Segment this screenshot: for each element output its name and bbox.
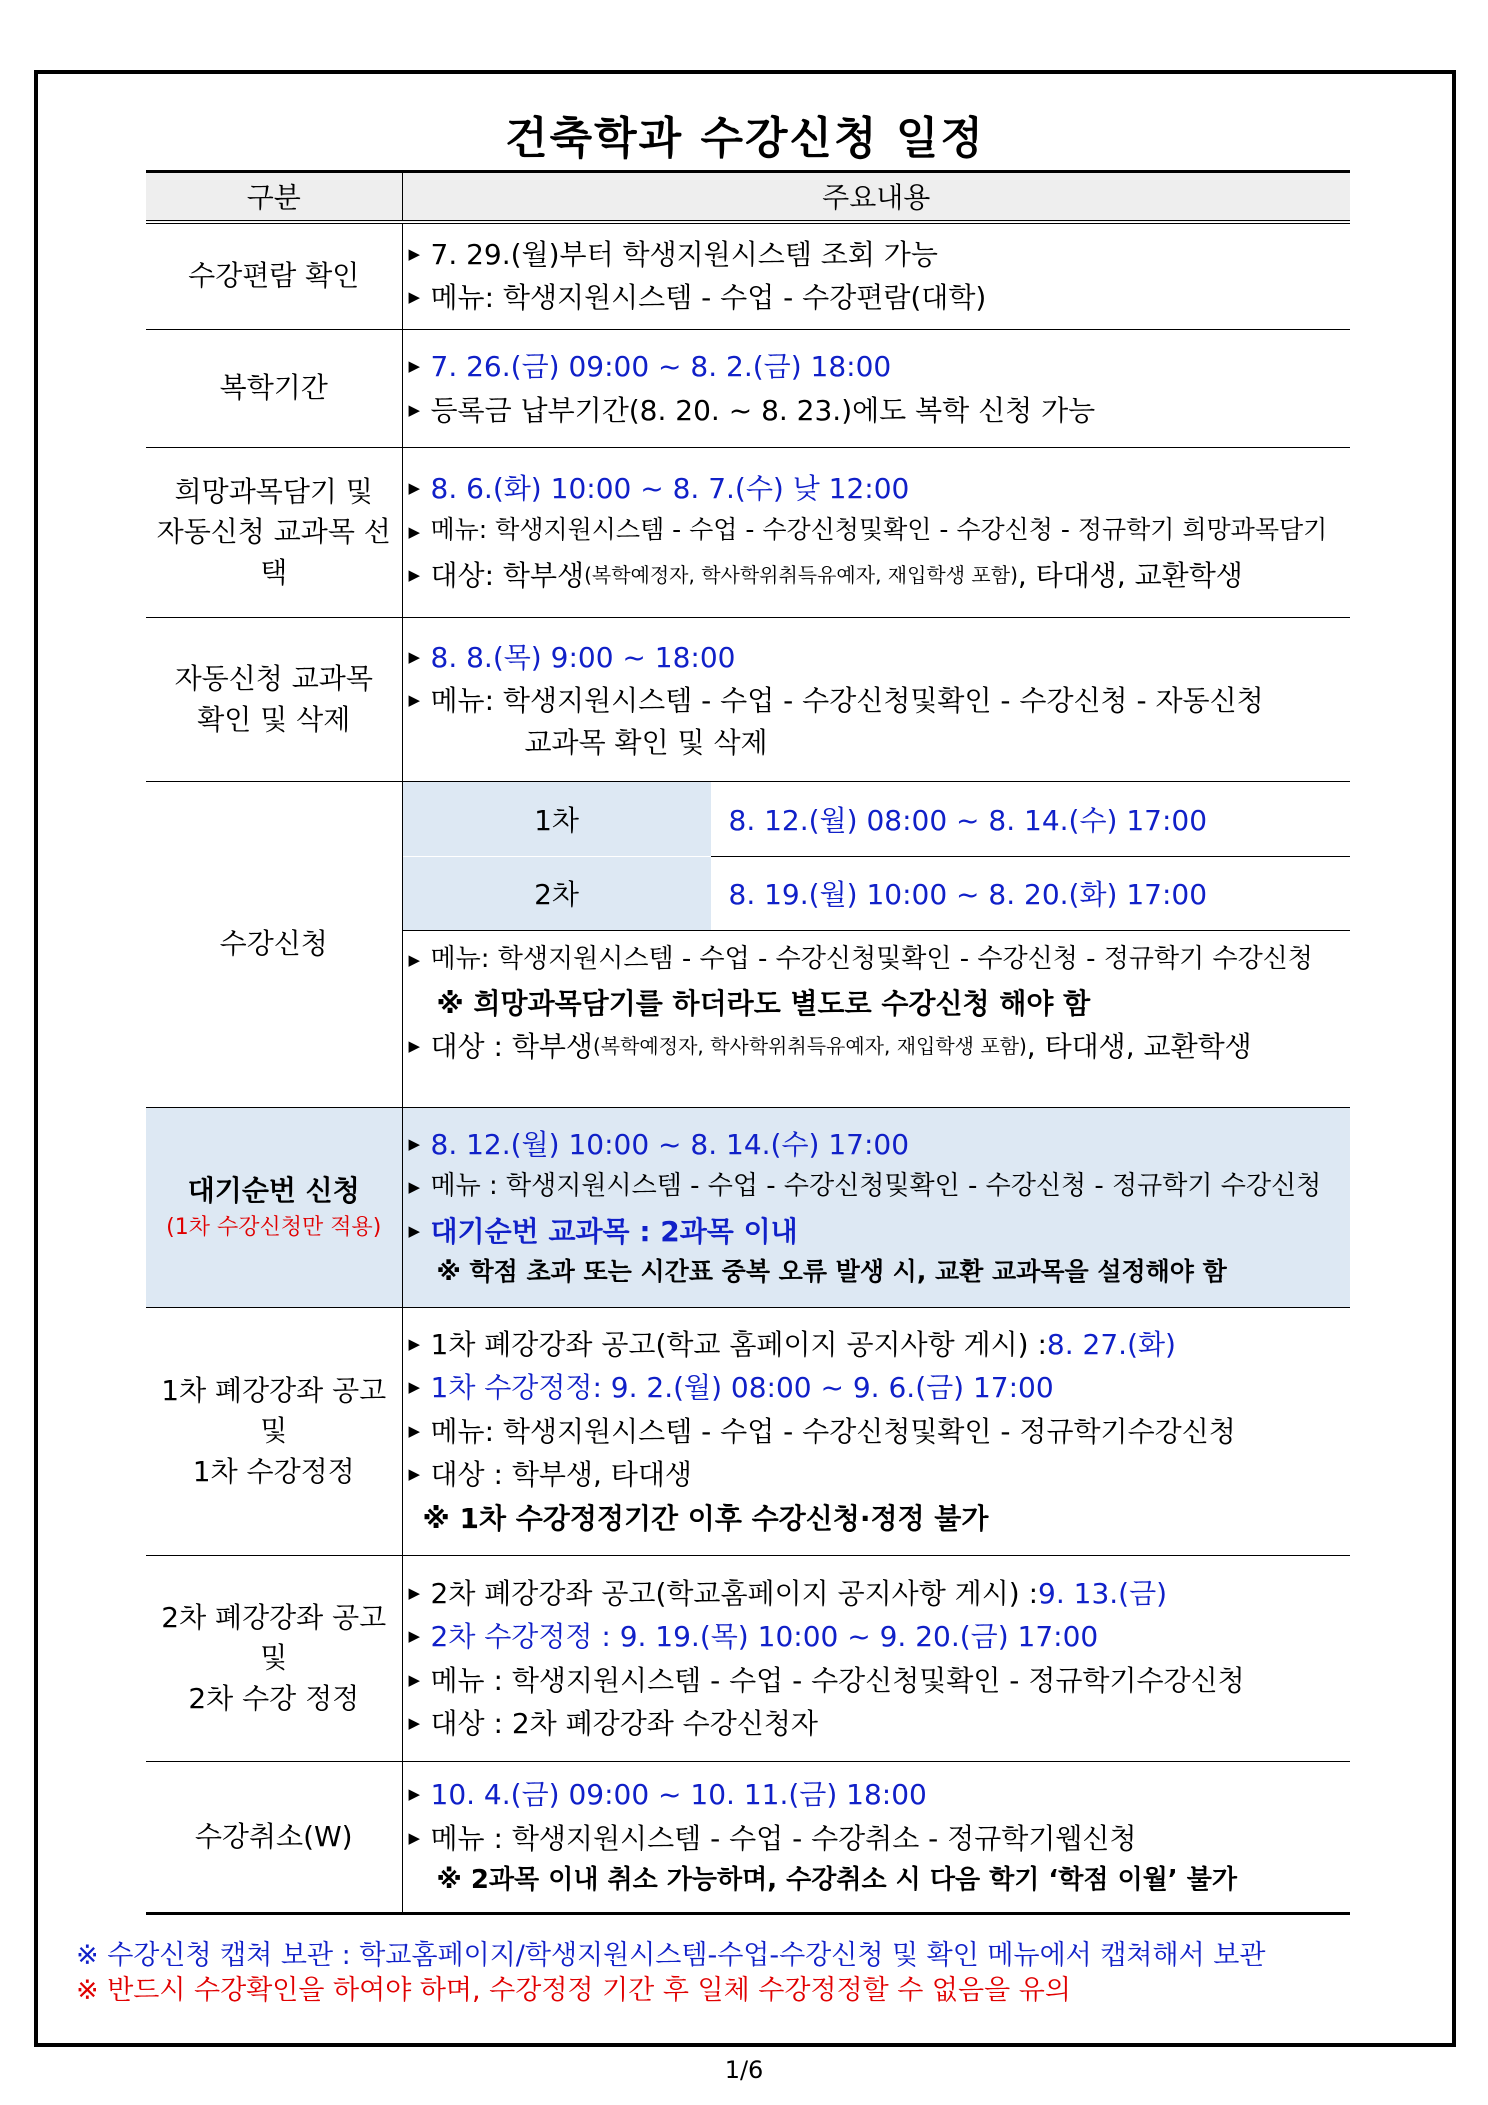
item-text: 메뉴 : 학생지원시스템 - 수업 - 수강신청및확인 - 수강신청 - 정규학기 수강신청 bbox=[430, 1171, 1322, 1202]
table-row bbox=[146, 1556, 1350, 1762]
item-text: , 타대생, 교환학생 bbox=[1026, 1030, 1252, 1064]
footnotes bbox=[76, 1938, 1265, 2008]
phase-row bbox=[403, 856, 1351, 930]
triangle-bullet-icon: ▶ bbox=[408, 1627, 421, 1645]
list-item bbox=[409, 1410, 1345, 1454]
row-category bbox=[146, 618, 402, 782]
table-row bbox=[146, 618, 1350, 782]
header-content: 주요내용 bbox=[402, 172, 1350, 222]
page-title: 건축학과 수강신청 일정 bbox=[505, 113, 985, 164]
list-item bbox=[409, 1615, 1345, 1659]
list-item bbox=[409, 276, 1345, 320]
category-label: 수강신청 bbox=[219, 927, 328, 961]
table-row bbox=[146, 222, 1350, 330]
row-content bbox=[402, 782, 1350, 1108]
table-row bbox=[146, 1308, 1350, 1556]
item-note: ※ 2과목 이내 취소 가능하며, 수강취소 시 다음 학기 ‘학점 이월’ 불가 bbox=[436, 1865, 1237, 1896]
item-text: 메뉴 : 학생지원시스템 - 수업 - 수강신청및확인 - 정규학기수강신청 bbox=[430, 1663, 1245, 1697]
row-content bbox=[402, 448, 1350, 618]
row-category bbox=[146, 222, 402, 330]
triangle-bullet-icon: ▶ bbox=[408, 1221, 421, 1240]
triangle-bullet-icon: ▶ bbox=[408, 1714, 421, 1732]
item-text: 메뉴: 학생지원시스템 - 수업 - 수강편람(대학) bbox=[430, 281, 987, 315]
category-label: 2차 수강 정정 bbox=[188, 1681, 360, 1715]
table-row bbox=[146, 330, 1350, 448]
triangle-bullet-icon: ▶ bbox=[408, 1785, 421, 1804]
triangle-bullet-icon: ▶ bbox=[408, 400, 421, 419]
list-item bbox=[409, 345, 1345, 389]
row-category bbox=[146, 1556, 402, 1762]
item-date: 9. 13.(금) bbox=[1038, 1576, 1168, 1610]
table-row bbox=[146, 1108, 1350, 1308]
category-label: 대기순번 신청 bbox=[187, 1174, 360, 1208]
list-item bbox=[409, 636, 1345, 680]
triangle-bullet-icon: ▶ bbox=[408, 522, 421, 541]
phase-period: 8. 12.(월) 08:00 ~ 8. 14.(수) 17:00 bbox=[711, 782, 1351, 856]
item-text: 대상 : 학부생 bbox=[430, 1030, 593, 1064]
item-text: 메뉴 : 학생지원시스템 - 수업 - 수강취소 - 정규학기웹신청 bbox=[430, 1821, 1137, 1855]
row-category bbox=[146, 448, 402, 618]
item-text: 메뉴: 학생지원시스템 - 수업 - 수강신청및확인 - 수강신청 - 정규학기 수강신청 bbox=[430, 943, 1313, 974]
list-item bbox=[409, 511, 1345, 555]
row-category bbox=[146, 782, 402, 1108]
triangle-bullet-icon: ▶ bbox=[408, 357, 421, 375]
page-frame bbox=[34, 70, 1456, 2047]
triangle-bullet-icon: ▶ bbox=[408, 1421, 421, 1440]
item-small-text: (복학예정자, 학사학위취득유예자, 재입학생 포함) bbox=[592, 1034, 1027, 1059]
item-text: 대기순번 교과목 : 2과목 이내 bbox=[430, 1214, 798, 1248]
list-item bbox=[409, 233, 1345, 277]
table-row bbox=[146, 782, 1350, 1108]
list-item bbox=[409, 1659, 1345, 1703]
item-text: 7. 29.(월)부터 학생지원시스템 조회 가능 bbox=[430, 237, 938, 271]
table-header bbox=[146, 172, 1350, 222]
category-note: (1차 수강신청만 적용) bbox=[166, 1214, 382, 1240]
list-item bbox=[409, 554, 1345, 598]
schedule-table bbox=[146, 170, 1350, 1915]
phase-table bbox=[403, 782, 1351, 931]
list-item bbox=[409, 1453, 1345, 1497]
page-number: 1/6 bbox=[724, 2056, 764, 2084]
item-small-text: (복학예정자, 학사학위취득유예자, 재입학생 포함) bbox=[584, 563, 1018, 588]
item-continuation: 교과목 확인 및 삭제 bbox=[524, 725, 768, 759]
item-text: 8. 8.(목) 9:00 ~ 18:00 bbox=[430, 640, 736, 674]
list-item bbox=[409, 1366, 1345, 1410]
list-item bbox=[409, 1025, 1345, 1069]
triangle-bullet-icon: ▶ bbox=[408, 950, 421, 969]
item-text: 메뉴: 학생지원시스템 - 수업 - 수강신청및확인 - 정규학기수강신청 bbox=[430, 1414, 1236, 1448]
list-item bbox=[409, 679, 1345, 723]
category-label: 1차 수강정정 bbox=[192, 1454, 355, 1488]
item-note: ※ 학점 초과 또는 시간표 중복 오류 발생 시, 교환 교과목을 설정해야 함 bbox=[436, 1257, 1227, 1287]
footnote-warning: ※ 반드시 수강확인을 하여야 하며, 수강정정 기간 후 일체 수강정정할 수 없음을 유의 bbox=[76, 1975, 1071, 2007]
category-label: 수강취소(W) bbox=[194, 1819, 353, 1853]
triangle-bullet-icon: ▶ bbox=[408, 1465, 421, 1484]
item-text: 대상 : 2차 폐강강좌 수강신청자 bbox=[430, 1707, 818, 1740]
row-content bbox=[402, 222, 1350, 330]
row-content bbox=[402, 618, 1350, 782]
item-text: 8. 12.(월) 10:00 ~ 8. 14.(수) 17:00 bbox=[430, 1127, 910, 1161]
row-content bbox=[402, 330, 1350, 448]
item-date: 8. 27.(화) bbox=[1046, 1327, 1176, 1361]
list-item bbox=[409, 1323, 1345, 1367]
list-item bbox=[409, 1773, 1345, 1817]
category-label: 1차 폐강강좌 공고 bbox=[161, 1373, 387, 1407]
phase-label: 1차 bbox=[403, 782, 711, 856]
item-text: 1차 수강정정: 9. 2.(월) 08:00 ~ 9. 6.(금) 17:00 bbox=[430, 1371, 1054, 1405]
row-category bbox=[146, 1762, 402, 1914]
list-item bbox=[409, 1210, 1345, 1254]
category-label: 2차 폐강강좌 공고 bbox=[161, 1600, 387, 1634]
item-text: 메뉴: 학생지원시스템 - 수업 - 수강신청및확인 - 수강신청 - 정규학기 희망과목담기 bbox=[430, 514, 1328, 544]
triangle-bullet-icon: ▶ bbox=[408, 288, 421, 307]
item-note: ※ 희망과목담기를 하더라도 별도로 수강신청 해야 함 bbox=[436, 987, 1091, 1020]
list-item bbox=[409, 467, 1345, 511]
item-text: 등록금 납부기간(8. 20. ~ 8. 23.)에도 복학 신청 가능 bbox=[430, 393, 1096, 427]
triangle-bullet-icon: ▶ bbox=[408, 1583, 421, 1602]
category-label: 및 bbox=[260, 1414, 288, 1448]
table-row bbox=[146, 448, 1350, 618]
category-label: 수강편람 확인 bbox=[188, 258, 360, 292]
category-label: 자동신청 교과목 bbox=[174, 661, 373, 695]
triangle-bullet-icon: ▶ bbox=[408, 1334, 421, 1353]
triangle-bullet-icon: ▶ bbox=[408, 1134, 421, 1153]
list-item bbox=[409, 1123, 1345, 1167]
category-label: 확인 및 삭제 bbox=[197, 702, 351, 736]
triangle-bullet-icon: ▶ bbox=[408, 647, 421, 666]
category-label: 희망과목담기 및 bbox=[174, 474, 373, 508]
row-content bbox=[402, 1556, 1350, 1762]
triangle-bullet-icon: ▶ bbox=[408, 1378, 421, 1397]
item-text: 2차 수강정정 : 9. 19.(목) 10:00 ~ 9. 20.(금) 17:00 bbox=[430, 1620, 1099, 1653]
item-text: 메뉴: 학생지원시스템 - 수업 - 수강신청및확인 - 수강신청 - 자동신청 bbox=[430, 684, 1264, 718]
item-text: 10. 4.(금) 09:00 ~ 10. 11.(금) 18:00 bbox=[430, 1778, 927, 1812]
table-row bbox=[146, 1762, 1350, 1914]
triangle-bullet-icon: ▶ bbox=[408, 1037, 421, 1056]
phase-row bbox=[403, 782, 1351, 856]
item-text: 2차 폐강강좌 공고(학교홈페이지 공지사항 게시) : bbox=[430, 1576, 1039, 1610]
item-text: 8. 6.(화) 10:00 ~ 8. 7.(수) 낮 12:00 bbox=[430, 472, 910, 506]
list-item bbox=[409, 1572, 1345, 1616]
row-category bbox=[146, 1308, 402, 1556]
list-item bbox=[409, 1166, 1345, 1210]
triangle-bullet-icon: ▶ bbox=[408, 566, 421, 585]
triangle-bullet-icon: ▶ bbox=[408, 244, 421, 263]
row-category bbox=[146, 330, 402, 448]
list-item bbox=[409, 389, 1345, 433]
triangle-bullet-icon: ▶ bbox=[408, 1178, 421, 1197]
category-label: 자동신청 교과목 선택 bbox=[156, 515, 391, 589]
category-label: 및 bbox=[260, 1641, 288, 1675]
item-text: 대상 : 학부생, 타대생 bbox=[430, 1458, 692, 1492]
item-text: , 타대생, 교환학생 bbox=[1017, 559, 1243, 593]
phase-label: 2차 bbox=[403, 856, 711, 930]
row-content bbox=[402, 1308, 1350, 1556]
header-category: 구분 bbox=[146, 172, 402, 222]
item-note: ※ 1차 수강정정기간 이후 수강신청·정정 불가 bbox=[422, 1501, 989, 1535]
row-content bbox=[402, 1108, 1350, 1308]
item-text: 7. 26.(금) 09:00 ~ 8. 2.(금) 18:00 bbox=[430, 350, 892, 383]
row-content bbox=[402, 1762, 1350, 1914]
triangle-bullet-icon: ▶ bbox=[408, 1828, 421, 1847]
phase-period: 8. 19.(월) 10:00 ~ 8. 20.(화) 17:00 bbox=[711, 856, 1351, 930]
list-item bbox=[409, 1817, 1345, 1861]
footnote-capture: ※ 수강신청 캡쳐 보관 : 학교홈페이지/학생지원시스템-수업-수강신청 및 확인 메뉴에서 캡쳐해서 보관 bbox=[76, 1940, 1266, 1971]
item-text: 대상: 학부생 bbox=[430, 559, 585, 593]
item-text: 1차 폐강강좌 공고(학교 홈페이지 공지사항 게시) : bbox=[430, 1327, 1047, 1361]
triangle-bullet-icon: ▶ bbox=[408, 479, 421, 498]
row-category bbox=[146, 1108, 402, 1308]
category-label: 복학기간 bbox=[219, 371, 328, 405]
list-item bbox=[409, 939, 1345, 983]
triangle-bullet-icon: ▶ bbox=[408, 691, 421, 710]
list-item bbox=[409, 1702, 1345, 1746]
triangle-bullet-icon: ▶ bbox=[408, 1670, 421, 1689]
